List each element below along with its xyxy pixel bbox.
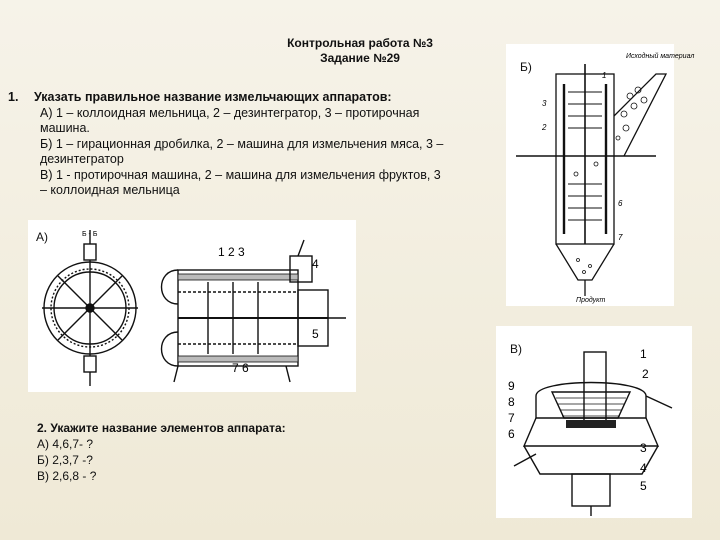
figure-a-drawing bbox=[28, 220, 356, 392]
figure-v-number-6: 6 bbox=[508, 427, 515, 441]
figure-v-number-8: 8 bbox=[508, 395, 515, 409]
figure-v-number-9: 9 bbox=[508, 379, 515, 393]
question-1-option-a: А) 1 – коллоидная мельница, 2 – дезинтегратор, 3 – протирочная машина. bbox=[40, 105, 420, 135]
figure-b-number-3: 3 bbox=[542, 99, 547, 108]
figure-a-number-4: 4 bbox=[312, 257, 319, 271]
figure-b-number-1: 1 bbox=[602, 71, 607, 80]
question-2-number: 2. bbox=[37, 421, 48, 435]
rotor-disc bbox=[566, 420, 616, 428]
question-2-prompt-text: Укажите название элементов аппарата: bbox=[50, 421, 286, 435]
figure-v-panel bbox=[496, 326, 692, 518]
cross-section bbox=[42, 230, 138, 386]
question-1-prompt: Указать правильное название измельчающих аппаратов: bbox=[34, 90, 392, 104]
rotor-hatching bbox=[556, 398, 626, 416]
question-2-prompt bbox=[37, 420, 286, 436]
question-2-option-v: В) 2,6,8 - ? bbox=[37, 469, 97, 483]
figure-b-drawing bbox=[506, 44, 695, 306]
question-2 bbox=[37, 420, 286, 484]
figure-a-numbers-top: 1 2 3 bbox=[218, 245, 245, 259]
question-2-option-a: А) 4,6,7- ? bbox=[37, 437, 94, 451]
figure-v-number-3: 3 bbox=[640, 441, 647, 455]
figure-v-number-5: 5 bbox=[640, 479, 647, 493]
title-line-2: Задание №29 bbox=[320, 51, 400, 65]
figure-a-label: А) bbox=[36, 230, 48, 244]
figure-b-number-6: 6 bbox=[618, 199, 623, 208]
figure-a-numbers-bottom: 7 6 bbox=[232, 361, 249, 375]
vertical-mill bbox=[516, 64, 666, 296]
figure-b-number-7: 7 bbox=[618, 233, 623, 242]
question-2-option-b: Б) 2,3,7 -? bbox=[37, 453, 93, 467]
figure-v-number-4: 4 bbox=[640, 461, 647, 475]
figure-a-number-5: 5 bbox=[312, 327, 319, 341]
outlet-label: Продукт bbox=[576, 297, 606, 304]
figure-v-number-7: 7 bbox=[508, 411, 515, 425]
question-1-option-v: В) 1 - протирочная машина, 2 – машина для измельчения фруктов, 3 – коллоидная мельница bbox=[40, 167, 441, 197]
inlet-label: Исходный материал bbox=[626, 53, 695, 60]
figure-b-label: Б) bbox=[520, 60, 532, 74]
question-1-number: 1. bbox=[8, 90, 19, 104]
figure-b-panel bbox=[506, 44, 695, 306]
figure-a-panel bbox=[28, 220, 356, 392]
question-1 bbox=[34, 90, 444, 199]
figure-v-label: В) bbox=[510, 342, 522, 356]
question-1-option-b: Б) 1 – гирационная дробилка, 2 – машина для измельчения мяса, 3 – дезинтегратор bbox=[40, 136, 444, 166]
figure-v-number-1: 1 bbox=[640, 347, 647, 361]
figure-b-number-2: 2 bbox=[542, 123, 547, 132]
figure-v-number-2: 2 bbox=[642, 367, 649, 381]
section-label: Б - Б bbox=[82, 231, 98, 238]
figure-v-drawing bbox=[496, 326, 692, 518]
title-line-1: Контрольная работа №3 bbox=[287, 36, 433, 50]
